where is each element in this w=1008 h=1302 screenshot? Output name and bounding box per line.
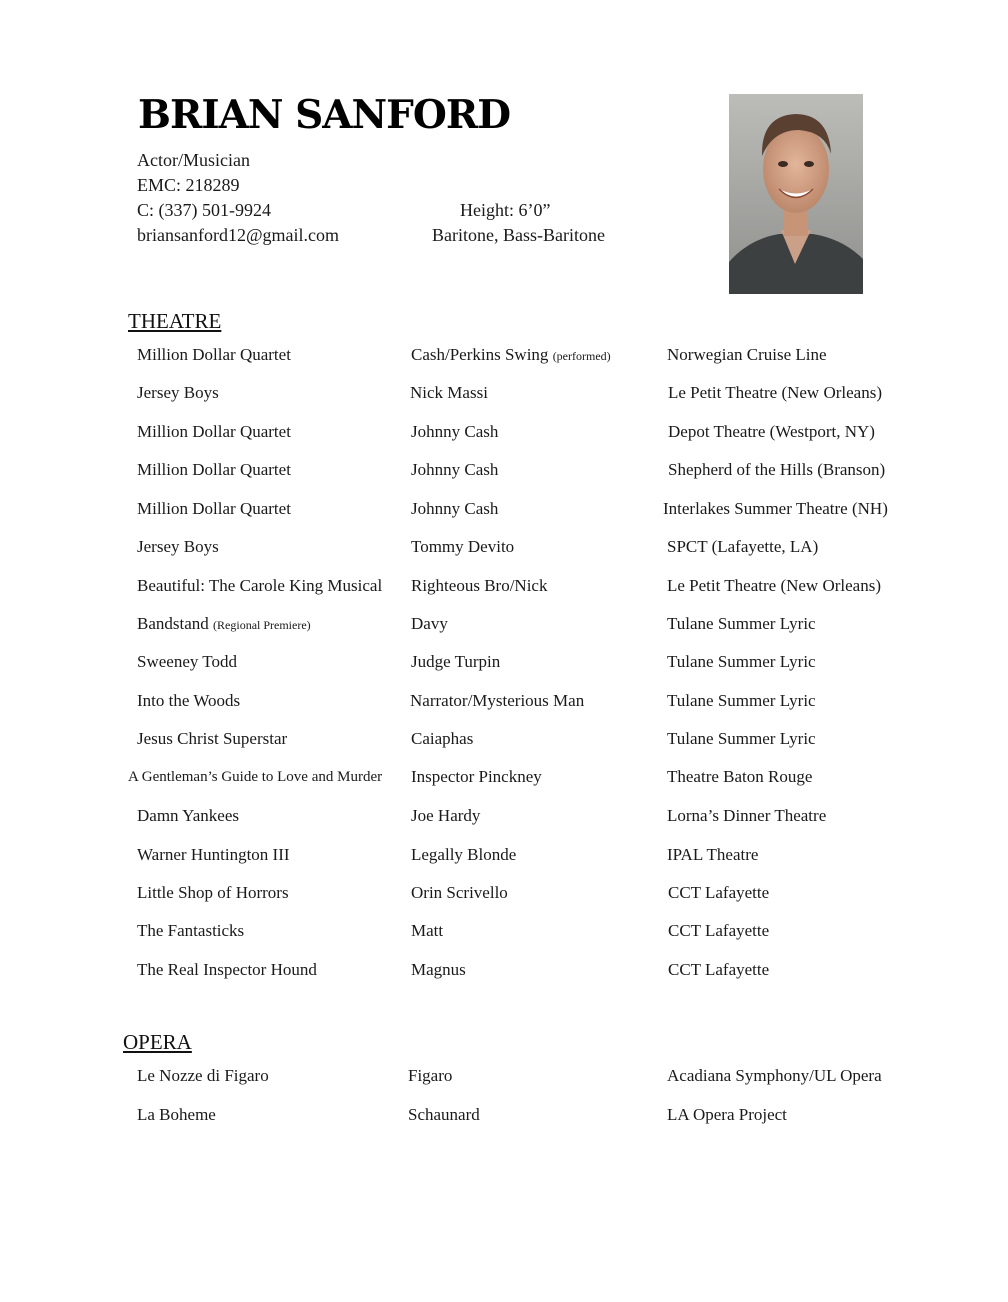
credit-show: [137, 845, 290, 866]
credit-venue: [667, 652, 816, 672]
credit-role-text: Magnus: [411, 960, 466, 979]
credit-show-text: A Gentleman’s Guide to Love and Murder: [128, 769, 383, 785]
credit-venue-text: CCT Lafayette: [668, 883, 770, 902]
credit-role-text: Nick Massi: [410, 383, 488, 402]
height-text: Height: 6’0”: [460, 200, 551, 220]
union-number: EMC: 218289: [137, 175, 240, 195]
credit-role: [411, 767, 542, 788]
credit-venue-text: Interlakes Summer Theatre (NH): [663, 499, 888, 518]
opera-heading: OPERA: [123, 1030, 192, 1054]
credit-role-text: Inspector Pinckney: [411, 767, 542, 786]
credit-role-text: Johnny Cash: [411, 422, 499, 441]
credit-role-text: Orin Scrivello: [411, 883, 508, 902]
credit-show-text: Million Dollar Quartet: [137, 499, 291, 518]
credit-venue-text: Tulane Summer Lyric: [667, 652, 816, 671]
credit-venue-text: Shepherd of the Hills (Branson): [668, 460, 886, 479]
credit-venue-text: SPCT (Lafayette, LA): [667, 537, 819, 556]
credit-show-text: Jersey Boys: [137, 383, 219, 402]
credit-venue-text: Tulane Summer Lyric: [667, 614, 816, 633]
credit-venue-text: IPAL Theatre: [667, 845, 759, 864]
credit-show: [137, 883, 289, 904]
credit-venue-text: Tulane Summer Lyric: [667, 691, 816, 710]
credit-venue: [668, 883, 769, 903]
opera-credit-show: Le Nozze di Figaro: [137, 1066, 269, 1085]
credit-show-text: Warner Huntington III: [137, 845, 290, 864]
credit-venue: [667, 614, 816, 634]
credit-venue: [668, 960, 769, 980]
credit-show-text: Jersey Boys: [137, 537, 219, 556]
headshot-photo: [729, 94, 863, 294]
credit-show: [137, 422, 291, 443]
credit-venue: [668, 383, 882, 403]
credit-show: [137, 921, 244, 942]
credit-role: [411, 537, 514, 558]
credit-show: [137, 345, 291, 366]
credit-role: [410, 691, 584, 712]
credit-show: [137, 652, 237, 673]
credit-show-text: Beautiful: The Carole King Musical: [137, 576, 383, 595]
credit-venue-text: CCT Lafayette: [668, 960, 770, 979]
credit-show-text: Million Dollar Quartet: [137, 422, 291, 441]
credit-show: [137, 691, 240, 712]
credit-show-text: Million Dollar Quartet: [137, 460, 291, 479]
credit-show-note: (Regional Premiere): [213, 618, 311, 632]
credit-show: [137, 614, 311, 635]
credit-show: [137, 729, 287, 750]
credit-role: [411, 729, 473, 750]
credit-role: [411, 883, 508, 904]
credit-role-text: Caiaphas: [411, 729, 474, 748]
credit-venue: [668, 921, 769, 941]
credit-show: [137, 537, 219, 558]
voice-type-text: Baritone, Bass-Baritone: [432, 225, 605, 245]
credit-show: [137, 460, 291, 481]
credit-role: [411, 921, 443, 942]
email-address: briansanford12@gmail.com: [137, 225, 340, 245]
header-contact-block: [137, 148, 339, 248]
credit-venue-text: CCT Lafayette: [668, 921, 770, 940]
credit-role-text: Johnny Cash: [411, 460, 499, 479]
credit-venue: [667, 729, 816, 749]
credit-venue: [668, 460, 885, 480]
credit-role: [411, 614, 448, 635]
credit-role: [411, 422, 498, 443]
credit-venue: [668, 422, 875, 442]
credit-role-note: (performed): [552, 349, 611, 363]
credit-role: [411, 460, 498, 481]
credit-show-text: Into the Woods: [137, 691, 241, 710]
credit-show-text: Bandstand: [137, 614, 209, 633]
credit-role-text: Matt: [411, 921, 444, 940]
opera-credit-role: Figaro: [408, 1066, 453, 1085]
credit-venue-text: Le Petit Theatre (New Orleans): [667, 576, 881, 595]
credit-role-text: Joe Hardy: [411, 806, 481, 825]
credit-venue-text: Theatre Baton Rouge: [667, 767, 813, 786]
credit-role: [411, 499, 498, 520]
credit-venue: [667, 345, 827, 365]
credit-role-text: Judge Turpin: [411, 652, 501, 671]
credit-venue-text: Depot Theatre (Westport, NY): [668, 422, 875, 441]
credit-venue: [667, 806, 826, 826]
credit-role-text: Cash/Perkins Swing: [411, 345, 549, 364]
credit-show-text: Sweeney Todd: [137, 652, 238, 671]
credit-show-text: The Real Inspector Hound: [137, 960, 317, 979]
credit-role: [411, 576, 547, 597]
credit-role-text: Tommy Devito: [411, 537, 515, 556]
credit-venue: [667, 767, 812, 787]
credit-venue: [663, 499, 888, 519]
credit-venue: [667, 691, 816, 711]
credit-role-text: Davy: [411, 614, 448, 633]
opera-credit-venue: LA Opera Project: [667, 1105, 787, 1124]
credit-show-text: Jesus Christ Superstar: [137, 729, 288, 748]
credit-role: [411, 845, 516, 866]
credit-role: [411, 652, 500, 673]
credit-show-text: The Fantasticks: [137, 921, 245, 940]
opera-credit-venue: Acadiana Symphony/UL Opera: [667, 1066, 882, 1085]
credit-venue: [667, 576, 881, 596]
opera-credit-role: Schaunard: [408, 1105, 480, 1124]
credit-show: [137, 383, 219, 404]
credit-show: [137, 499, 291, 520]
credit-venue-text: Le Petit Theatre (New Orleans): [668, 383, 882, 402]
credit-role: [410, 383, 488, 404]
credit-role: [411, 806, 480, 827]
credit-role: [411, 345, 611, 366]
credit-venue-text: Lorna’s Dinner Theatre: [667, 806, 827, 825]
credit-role-text: Narrator/Mysterious Man: [410, 691, 585, 710]
credit-show-text: Million Dollar Quartet: [137, 345, 291, 364]
credit-show: [137, 960, 317, 981]
credit-venue: [667, 537, 818, 557]
credit-venue-text: Norwegian Cruise Line: [667, 345, 827, 364]
credit-show-text: Little Shop of Horrors: [137, 883, 289, 902]
credit-role-text: Righteous Bro/Nick: [411, 576, 548, 595]
credit-show: [128, 767, 382, 787]
credit-venue-text: Tulane Summer Lyric: [667, 729, 816, 748]
occupation: Actor/Musician: [137, 150, 250, 170]
credit-show-text: Damn Yankees: [137, 806, 239, 825]
credit-role-text: Johnny Cash: [411, 499, 499, 518]
credit-role: [411, 960, 466, 981]
theatre-heading: THEATRE: [128, 309, 222, 333]
phone-number: C: (337) 501-9924: [137, 200, 271, 220]
credit-show: [137, 806, 239, 827]
credit-venue: [667, 845, 758, 865]
opera-credit-show: La Boheme: [137, 1105, 216, 1124]
credit-role-text: Legally Blonde: [411, 845, 517, 864]
credit-show: [137, 576, 382, 597]
actor-name: BRIAN SANFORD: [138, 92, 511, 138]
